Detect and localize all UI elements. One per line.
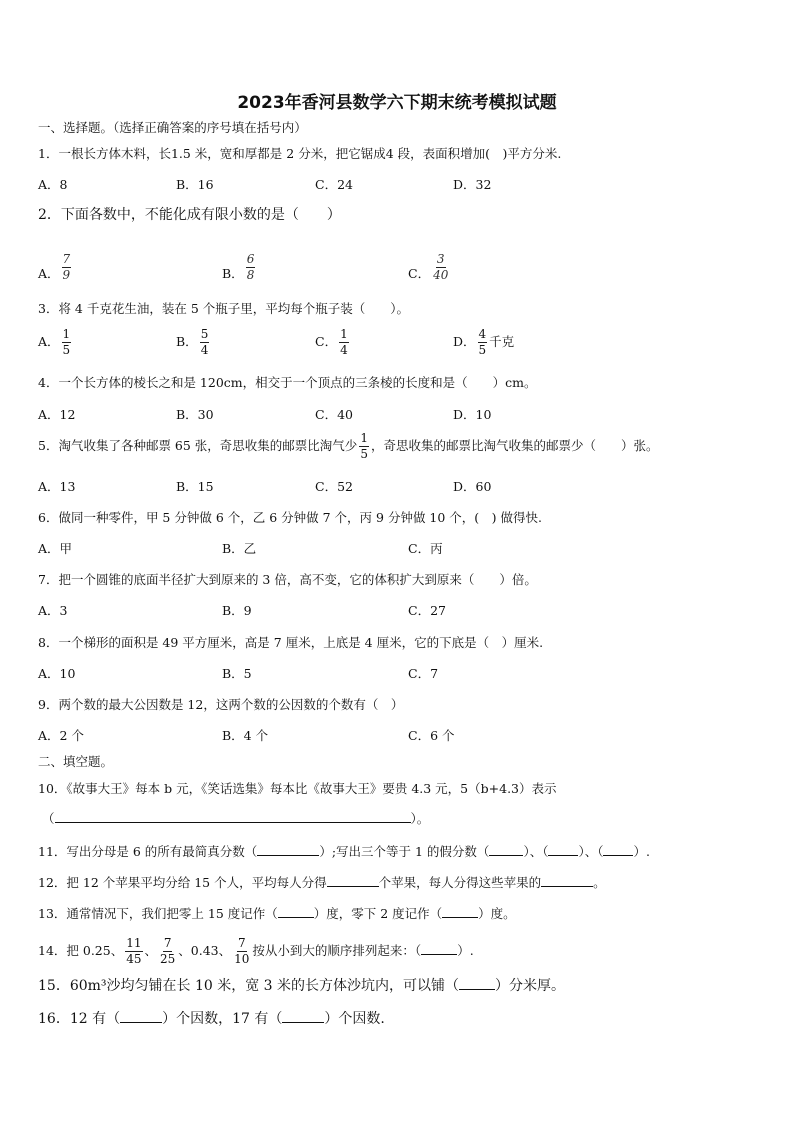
q8-option-a: A．10 [38, 666, 76, 681]
answer-blank[interactable] [278, 905, 314, 918]
q2-option-b: B． $\frac{6}{8}$ [222, 252, 255, 282]
fraction: $\frac{1}{5}$ [62, 327, 71, 357]
question-1: 1．一根长方体木料，长1.5 米，宽和厚都是 2 分米，把它锯成4 段，表面积增加( )平方分米. [38, 146, 562, 161]
question-10-answer: （ ）。 [42, 811, 430, 826]
fraction: $\frac{7}{10}$ [234, 936, 250, 966]
answer-blank[interactable] [55, 810, 411, 823]
page-title: 2023年香河县数学六下期末统考模拟试题 [237, 93, 557, 113]
q5-option-a: A．13 [38, 479, 76, 494]
q6-option-c: C．丙 [408, 541, 443, 556]
q5-option-b: B．15 [176, 479, 214, 494]
question-8: 8．一个梯形的面积是 49 平方厘米，高是 7 厘米，上底是 4 厘米，它的下底是（ ）厘米. [38, 635, 544, 650]
q3-option-c: C． $\frac{1}{4}$ [315, 327, 348, 357]
answer-blank[interactable] [442, 905, 478, 918]
question-5: 5．淘气收集了各种邮票 65 张，奇思收集的邮票比淘气少 $\frac{1}{5}$ ，奇思收集的邮票比淘气收集的邮票少（ ）张。 [38, 431, 659, 461]
answer-blank[interactable] [548, 843, 578, 856]
q6-option-b: B．乙 [222, 541, 257, 556]
question-15: 15．60m³沙均匀铺在长 10 米，宽 3 米的长方体沙坑内，可以铺（ ）分米厚。 [38, 978, 566, 994]
q9-option-a: A．2 个 [38, 728, 84, 743]
section-heading-choice: 一、选择题。（选择正确答案的序号填在括号内） [38, 120, 307, 135]
question-9: 9．两个数的最大公因数是 12，这两个数的公因数的个数有（ ） [38, 697, 404, 712]
answer-blank[interactable] [327, 874, 379, 887]
q7-option-b: B．9 [222, 603, 252, 618]
answer-blank[interactable] [120, 1010, 162, 1023]
section-heading-fill: 二、填空题。 [38, 754, 114, 769]
q1-option-c: C．24 [315, 177, 353, 192]
question-4: 4．一个长方体的棱长之和是 120cm，相交于一个顶点的三条棱的长度和是（ ）cm。 [38, 375, 537, 390]
answer-blank[interactable] [257, 843, 319, 856]
fraction: $\frac{1}{5}$ [360, 431, 368, 461]
answer-blank[interactable] [459, 977, 495, 990]
q3-option-a: A． $\frac{1}{5}$ [38, 327, 71, 357]
q4-option-b: B．30 [176, 407, 214, 422]
q3-option-d: D． $\frac{4}{5}$ 千克 [453, 327, 515, 357]
fraction: $\frac{5}{4}$ [200, 327, 209, 357]
q8-option-c: C．7 [408, 666, 439, 681]
fraction: $\frac{1}{4}$ [340, 327, 348, 357]
q5-option-c: C．52 [315, 479, 353, 494]
answer-blank[interactable] [541, 874, 593, 887]
fraction: $\frac{7}{9}$ [62, 252, 71, 282]
q1-option-b: B．16 [176, 177, 214, 192]
q9-option-c: C．6 个 [408, 728, 455, 743]
q4-option-a: A．12 [38, 407, 76, 422]
fraction: $\frac{6}{8}$ [246, 252, 255, 282]
q9-option-b: B．4 个 [222, 728, 269, 743]
question-12: 12．把 12 个苹果平均分给 15 个人，平均每人分得 个苹果，每人分得这些苹果的 。 [38, 875, 606, 890]
q2-option-a: A． $\frac{7}{9}$ [38, 252, 71, 282]
answer-blank[interactable] [603, 843, 633, 856]
answer-blank[interactable] [489, 843, 523, 856]
q1-option-d: D．32 [453, 177, 492, 192]
question-14: 14．把 0.25、 $\frac{11}{45}$ 、 $\frac{7}{25}$ 、0.43、 $\frac{7}{10}$ 按从小到大的顺序排列起来：（ ）. [38, 936, 474, 966]
fraction: $\frac{4}{5}$ [478, 327, 487, 357]
question-11: 11．写出分母是 6 的所有最简真分数（ ）;写出三个等于 1 的假分数（ ）、（ ）、（ ）. [38, 844, 650, 859]
q7-option-c: C．27 [408, 603, 446, 618]
q2-option-c: C． $\frac{3}{40}$ [408, 252, 449, 282]
q7-option-a: A．3 [38, 603, 68, 618]
fraction: $\frac{7}{25}$ [160, 936, 176, 966]
q4-option-c: C．40 [315, 407, 353, 422]
answer-blank[interactable] [282, 1010, 324, 1023]
fraction: $\frac{3}{40}$ [433, 252, 449, 282]
answer-blank[interactable] [421, 942, 457, 955]
q8-option-b: B．5 [222, 666, 252, 681]
fraction: $\frac{11}{45}$ [126, 936, 142, 966]
question-13: 13．通常情况下，我们把零上 15 度记作（ ）度，零下 2 度记作（ ）度。 [38, 906, 516, 921]
question-6: 6．做同一种零件，甲 5 分钟做 6 个，乙 6 分钟做 7 个，丙 9 分钟做 10 个，( ) 做得快. [38, 510, 543, 525]
q5-option-d: D．60 [453, 479, 492, 494]
question-3: 3．将 4 千克花生油，装在 5 个瓶子里，平均每个瓶子装（ ）。 [38, 301, 410, 316]
q1-option-a: A．8 [38, 177, 68, 192]
q3-option-b: B． $\frac{5}{4}$ [176, 327, 209, 357]
q6-option-a: A．甲 [38, 541, 73, 556]
question-2: 2．下面各数中，不能化成有限小数的是（ ） [38, 207, 341, 223]
question-16: 16．12 有（ ）个因数，17 有（ ）个因数. [38, 1011, 385, 1027]
question-10: 10．《故事大王》每本 b 元，《笑话选集》每本比《故事大王》要贵 4.3 元，5（b+4.3）表示 [38, 781, 557, 796]
question-7: 7．把一个圆锥的底面半径扩大到原来的 3 倍，高不变，它的体积扩大到原来（ ）倍。 [38, 572, 537, 587]
q4-option-d: D．10 [453, 407, 492, 422]
